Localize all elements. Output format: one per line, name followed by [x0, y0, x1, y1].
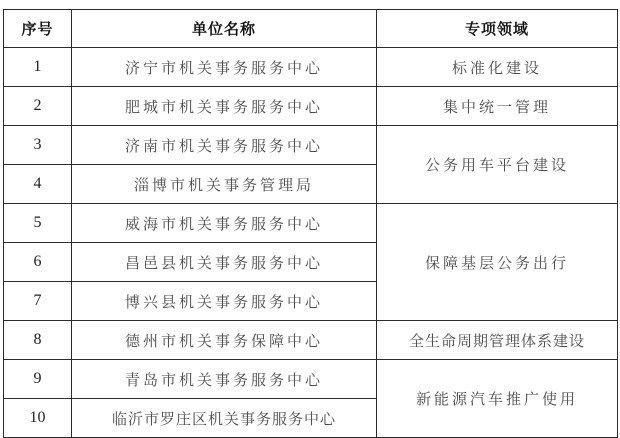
row-number: 7: [4, 282, 72, 321]
row-special-field: 新能源汽车推广使用: [377, 360, 618, 438]
table-row: [4, 204, 618, 243]
row-unit-name: 肥城市机关事务服务中心: [72, 87, 377, 126]
row-number: 9: [4, 360, 72, 399]
row-unit-name: 威海市机关事务服务中心: [72, 204, 377, 243]
row-number: 3: [4, 126, 72, 165]
unit-field-table: [3, 9, 618, 438]
table-row: [4, 360, 618, 399]
table-row: [4, 48, 618, 87]
row-special-field: 全生命周期管理体系建设: [377, 321, 618, 360]
row-special-field: 集中统一管理: [377, 87, 618, 126]
row-unit-name: 博兴县机关事务服务中心: [72, 282, 377, 321]
row-unit-name: 淄博市机关事务管理局: [72, 165, 377, 204]
header-unit-name: 单位名称: [72, 10, 377, 48]
row-unit-name: 临沂市罗庄区机关事务服务中心: [72, 399, 377, 438]
row-number: 8: [4, 321, 72, 360]
header-special-field: 专项领域: [377, 10, 618, 48]
row-number: 1: [4, 48, 72, 87]
header-number: 序号: [4, 10, 72, 48]
table-body: [4, 48, 618, 438]
row-unit-name: 青岛市机关事务服务中心: [72, 360, 377, 399]
row-number: 4: [4, 165, 72, 204]
row-number: 5: [4, 204, 72, 243]
row-unit-name: 济南市机关事务服务中心: [72, 126, 377, 165]
row-special-field: 保障基层公务出行: [377, 204, 618, 321]
table-header: [4, 10, 618, 48]
row-unit-name: 昌邑县机关事务服务中心: [72, 243, 377, 282]
row-special-field: 标准化建设: [377, 48, 618, 87]
table-row: [4, 321, 618, 360]
row-special-field: 公务用车平台建设: [377, 126, 618, 204]
row-unit-name: 济宁市机关事务服务中心: [72, 48, 377, 87]
row-number: 6: [4, 243, 72, 282]
row-number: 10: [4, 399, 72, 438]
row-unit-name: 德州市机关事务保障中心: [72, 321, 377, 360]
row-number: 2: [4, 87, 72, 126]
table-row: [4, 87, 618, 126]
table-row: [4, 126, 618, 165]
header-row: [4, 10, 618, 48]
